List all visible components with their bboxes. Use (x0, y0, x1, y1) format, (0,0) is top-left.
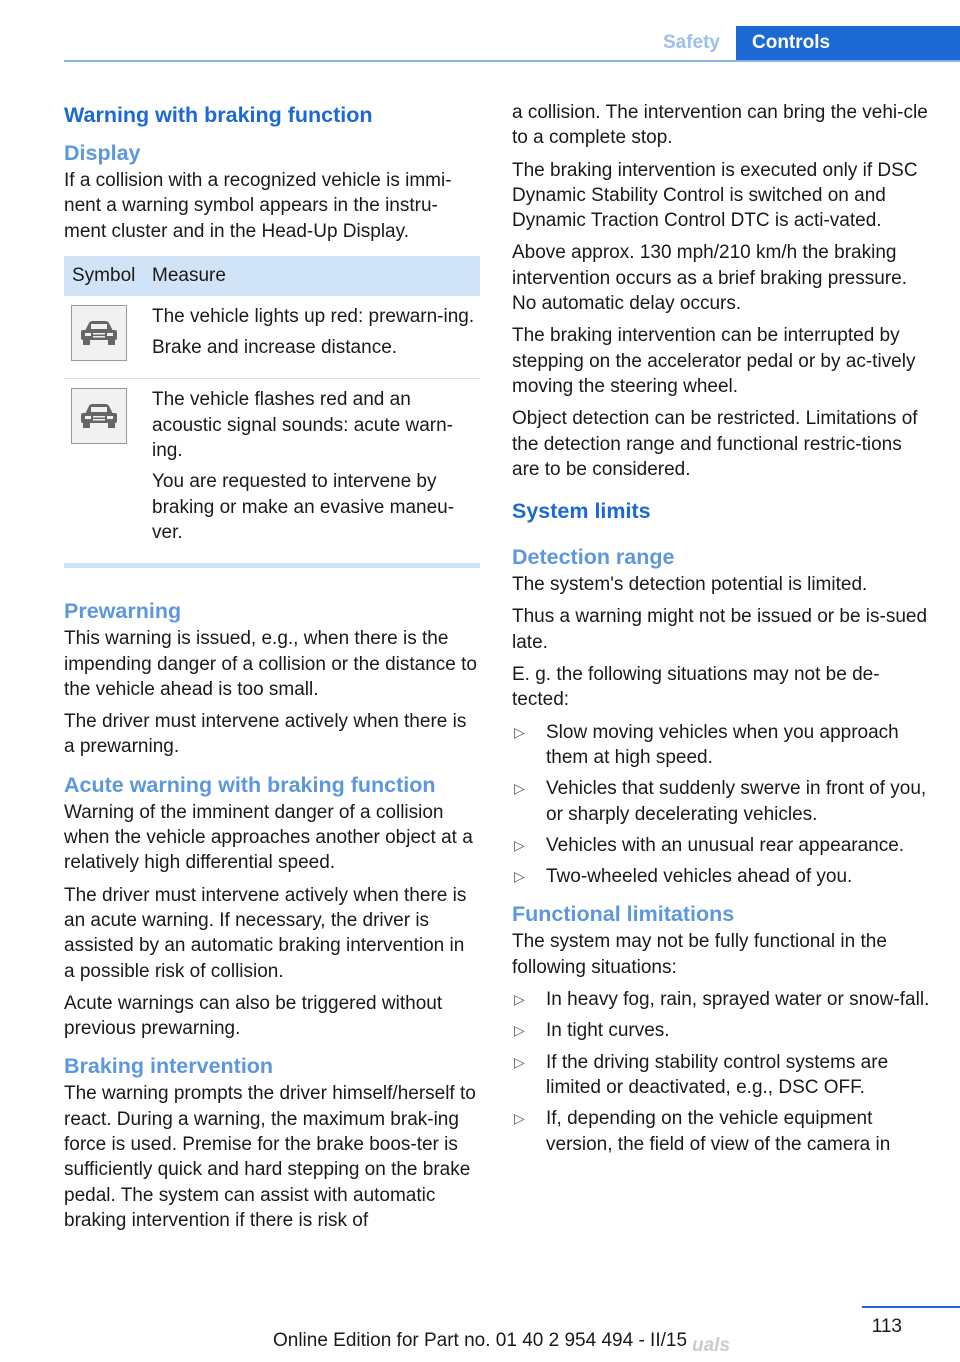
section-title-system-limits: System limits (512, 499, 651, 524)
footer-rule (862, 1306, 960, 1308)
detection-p3: E. g. the following situations may not be de‐tected: (512, 664, 880, 711)
heading-functional-limitations: Functional limitations (512, 902, 735, 927)
left-column (64, 100, 480, 1240)
page-number: 113 (871, 1316, 902, 1337)
functional-p1: The system may not be fully functional in the following situations: (512, 931, 887, 978)
row2-measure-text: The vehicle flashes red and an acoustic signal sounds: acute warn‐ing. (152, 389, 453, 462)
list-item: ▷ Vehicles with an unusual rear appearance. (512, 833, 932, 858)
detection-p2: Thus a warning might not be issued or be is‐sued late. (512, 606, 928, 653)
table-header (64, 256, 480, 296)
list-item: ▷ Two-wheeled vehicles ahead of you. (512, 864, 932, 889)
triangle-bullet-icon: ▷ (514, 1053, 525, 1070)
heading-acute-warning: Acute warning with braking function (64, 772, 436, 797)
heading-braking-intervention: Braking intervention (64, 1054, 274, 1079)
car-warning-icon (71, 305, 127, 361)
object-detection: Object detection can be restricted. Limitations of the detection range and functional restric‐tions are to be considered. (512, 408, 918, 480)
table-row (64, 296, 480, 379)
prewarning-p2: The driver must intervene actively when there is a prewarning. (64, 711, 467, 758)
heading-detection-range: Detection range (512, 545, 675, 570)
list-item: ▷ Slow moving vehicles when you approach them at high speed. (514, 721, 899, 768)
list-item: ▷ If, depending on the vehicle equipment version, the field of view of the camera in (514, 1108, 891, 1155)
acute-p2: The driver must intervene actively when there is an acute warning. If necessary, the driver is assisted by an automatic braking intervention in a possible risk of collision. (64, 884, 467, 982)
triangle-bullet-icon: ▷ (514, 991, 525, 1008)
functional-list (512, 987, 932, 1157)
triangle-bullet-icon: ▷ (514, 723, 525, 740)
header-rule (64, 60, 960, 62)
triangle-bullet-icon: ▷ (514, 780, 525, 797)
detection-list (512, 720, 932, 890)
braking-dsc: The braking intervention is executed only if DSC Dynamic Stability Control is switched on and Dynamic Traction Control DTC is acti‐vated. (512, 159, 918, 232)
symbol-table (64, 256, 480, 568)
table-row (64, 378, 480, 563)
car-warning-icon (71, 388, 127, 444)
braking-cont: a collision. The intervention can bring the vehi‐cle to a complete stop. (512, 102, 928, 149)
right-column (512, 100, 932, 1164)
list-item: ▷ If the driving stability control systems are limited or deactivated, e.g., DSC OFF. (514, 1051, 889, 1098)
triangle-bullet-icon: ▷ (514, 1110, 525, 1127)
acute-p3: Acute warnings can also be triggered without previous prewarning. (64, 992, 443, 1040)
list-item: ▷ In tight curves. (512, 1018, 932, 1043)
section-title-warning: Warning with braking function (64, 103, 373, 127)
watermark: uals (692, 1335, 731, 1356)
triangle-bullet-icon: ▷ (514, 1022, 525, 1039)
braking-speed: Above approx. 130 mph/210 km/h the braking intervention occurs as a brief braking pressure. No automatic delay occurs. (512, 242, 907, 315)
triangle-bullet-icon: ▷ (514, 868, 525, 885)
row1-measure-text: The vehicle lights up red: prewarn‐ing. (152, 305, 475, 327)
display-text: If a collision with a recognized vehicle is immi‐nent a warning symbol appears in the instru‐ment cluster and in the Head-Up Display. (64, 170, 452, 242)
row2-measure-action: You are requested to intervene by braking or make an evasive maneu‐ver. (152, 471, 455, 543)
braking-interrupt: The braking intervention can be interrupted by stepping on the accelerator pedal or by ac‐tively moving the steering wheel. (512, 325, 916, 397)
heading-prewarning: Prewarning (64, 599, 182, 624)
col-symbol-header: Symbol (72, 264, 136, 286)
header-chapter-tab: Controls (736, 26, 960, 62)
prewarning-p1: This warning is issued, e.g., when there is the impending danger of a collision or the distance to the vehicle ahead is too small. (64, 628, 477, 700)
list-item: ▷ In heavy fog, rain, sprayed water or snow‐fall. (512, 987, 932, 1012)
col-measure-header: Measure (152, 264, 226, 286)
detection-p1: The system's detection potential is limited. (512, 574, 868, 596)
list-item: ▷ Vehicles that suddenly swerve in front of you, or sharply decelerating vehicles. (514, 778, 927, 825)
row1-measure-action: Brake and increase distance. (152, 337, 398, 359)
header-section-tab: Safety (662, 32, 720, 53)
heading-display: Display (64, 141, 141, 165)
edition-line: Online Edition for Part no. 01 40 2 954 494 - II/15 (272, 1330, 688, 1351)
acute-p1: Warning of the imminent danger of a collision when the vehicle approaches another object at a relatively high differential speed. (64, 801, 473, 874)
braking-p1: The warning prompts the driver himself/herself to react. During a warning, the maximum brak‐ing force is used. Premise for the brake boos‐ter is sufficiently quick and hard stepping on the brake pedal. The system can assist with automatic braking intervention if there is risk of (64, 1083, 476, 1231)
triangle-bullet-icon: ▷ (514, 836, 525, 853)
